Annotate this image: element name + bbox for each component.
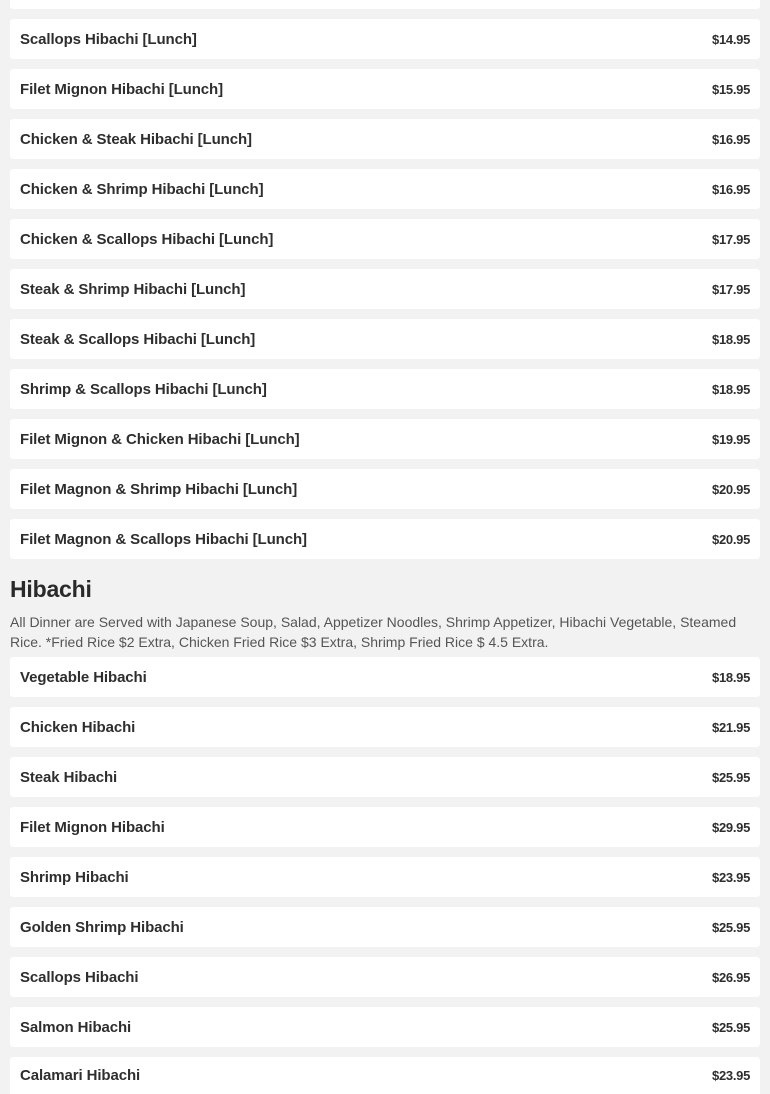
menu-item[interactable] [10,857,760,897]
menu-item-price: $18.95 [712,669,750,685]
menu-item-name: Steak & Scallops Hibachi [Lunch] [20,330,256,348]
menu-item[interactable] [10,0,760,9]
menu-item-price: $18.95 [712,381,750,397]
menu-item-price: $23.95 [712,869,750,885]
menu-item-name: Steak & Shrimp Hibachi [Lunch] [20,280,246,298]
menu-item-name: Scallops Hibachi [20,968,139,986]
menu-item-name: Filet Magnon & Shrimp Hibachi [Lunch] [20,480,298,498]
menu-item-name: Filet Magnon & Scallops Hibachi [Lunch] [20,530,307,548]
menu-item-price: $16.95 [712,181,750,197]
menu-item-price: $29.95 [712,819,750,835]
menu-item[interactable] [10,369,760,409]
menu-item[interactable] [10,1057,760,1094]
menu-item-name: Salmon Hibachi [20,1018,132,1036]
menu-item-name: Shrimp & Scallops Hibachi [Lunch] [20,380,267,398]
menu-item[interactable] [10,319,760,359]
section-title: Hibachi [10,576,92,602]
menu-item-name: Filet Mignon & Chicken Hibachi [Lunch] [20,430,300,448]
menu-item[interactable] [10,1007,760,1047]
menu-item-price: $26.95 [712,969,750,985]
menu-item-name: Golden Shrimp Hibachi [20,918,184,936]
menu-item-price: $18.95 [712,331,750,347]
menu-item[interactable] [10,807,760,847]
menu-item-name: Chicken & Steak Hibachi [Lunch] [20,130,252,148]
menu-item-price: $20.95 [712,531,750,547]
menu-item[interactable] [10,69,760,109]
menu-item[interactable] [10,757,760,797]
section-description: All Dinner are Served with Japanese Soup, Salad, Appetizer Noodles, Shrimp Appetizer, Hibachi Vegetable, Steamed Rice. *Fried Rice $2 Extra, Chicken Fried Rice $3 Extra, Shrimp Fried Rice $ 4.5 Extra. [10,614,737,650]
menu-item[interactable] [10,957,760,997]
menu-item[interactable] [10,169,760,209]
menu-item[interactable] [10,119,760,159]
menu-item-name: Calamari Hibachi [20,1067,141,1084]
menu-item[interactable] [10,707,760,747]
menu-item[interactable] [10,419,760,459]
menu-item-name: Chicken Hibachi [20,718,136,736]
menu-item-price: $17.95 [712,231,750,247]
menu-item[interactable] [10,469,760,509]
menu-item-name: Vegetable Hibachi [20,668,147,686]
menu-item[interactable] [10,519,760,559]
menu-item-price: $17.95 [712,281,750,297]
menu-item-name: Chicken & Shrimp Hibachi [Lunch] [20,180,264,198]
menu-item-price: $23.95 [712,1068,750,1083]
menu-item-name: Filet Mignon Hibachi [Lunch] [20,80,224,98]
menu-item-price: $20.95 [712,481,750,497]
menu-item-price: $25.95 [712,1019,750,1035]
menu-item-price: $16.95 [712,131,750,147]
menu-item-price: $15.95 [712,81,750,97]
menu-item[interactable] [10,219,760,259]
menu-item-name: Scallops Hibachi [Lunch] [20,30,197,48]
menu-item[interactable] [10,19,760,59]
menu-item-name: Shrimp Hibachi [20,868,129,886]
menu-item-price: $25.95 [712,769,750,785]
menu-item-price: $19.95 [712,431,750,447]
menu-item-name: Filet Mignon Hibachi [20,818,165,836]
menu-item-price: $14.95 [712,31,750,47]
menu-item[interactable] [10,269,760,309]
menu-item[interactable] [10,907,760,947]
menu-item-name: Chicken & Scallops Hibachi [Lunch] [20,230,274,248]
menu-item-name: Steak Hibachi [20,768,118,786]
menu-item-price: $25.95 [712,919,750,935]
menu-item[interactable] [10,657,760,697]
menu-item-price: $21.95 [712,719,750,735]
